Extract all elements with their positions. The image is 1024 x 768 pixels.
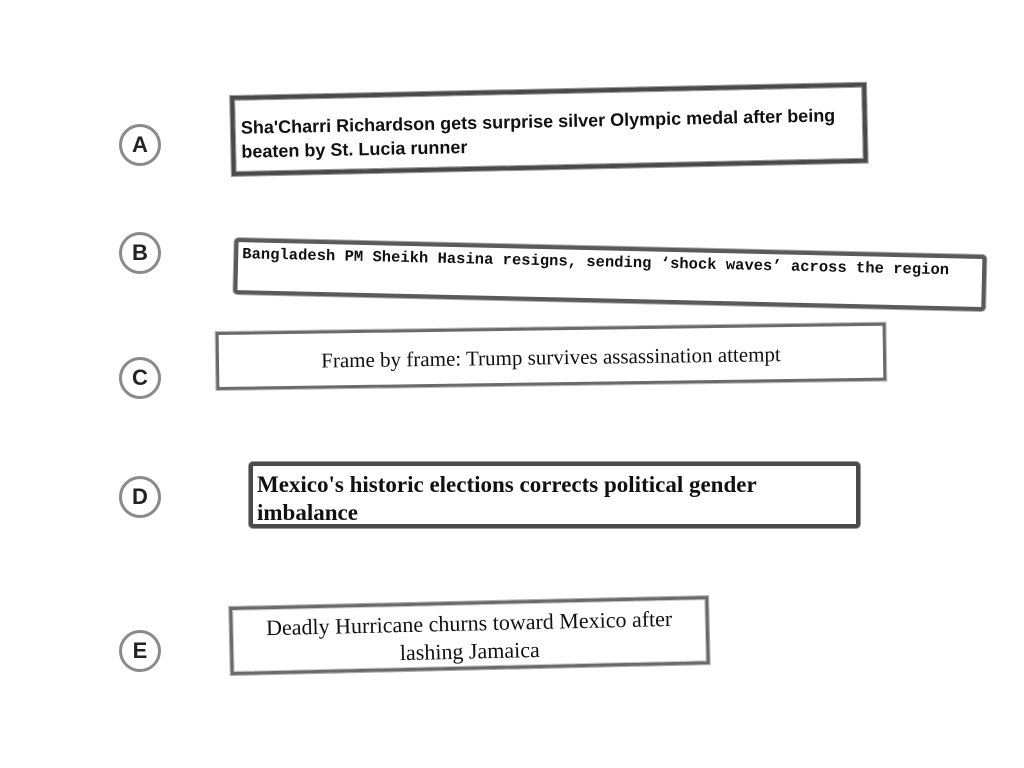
headline-card-c[interactable] xyxy=(216,323,887,390)
option-label-d[interactable]: D xyxy=(119,476,161,518)
headline-card-d[interactable] xyxy=(249,462,860,528)
headline-card-a[interactable] xyxy=(230,83,868,176)
option-label-e[interactable]: E xyxy=(119,630,161,672)
headline-text-d: Mexico's historic elections corrects political gender imbalance xyxy=(257,472,757,525)
headline-text-c: Frame by frame: Trump survives assassination attempt xyxy=(321,342,781,373)
headline-card-e[interactable] xyxy=(229,596,709,675)
headline-text-b: Bangladesh PM Sheikh Hasina resigns, sending ‘shock waves’ across the region xyxy=(242,245,950,280)
option-label-b[interactable]: B xyxy=(119,232,161,274)
option-label-c[interactable]: C xyxy=(119,357,161,399)
headline-text-e: Deadly Hurricane churns toward Mexico after lashing Jamaica xyxy=(265,605,673,666)
headline-card-b[interactable] xyxy=(233,238,986,311)
headline-text-a: Sha'Charri Richardson gets surprise silver Olympic medal after being beaten by St. Lucia runner xyxy=(240,105,836,162)
option-label-a[interactable]: A xyxy=(119,124,161,166)
